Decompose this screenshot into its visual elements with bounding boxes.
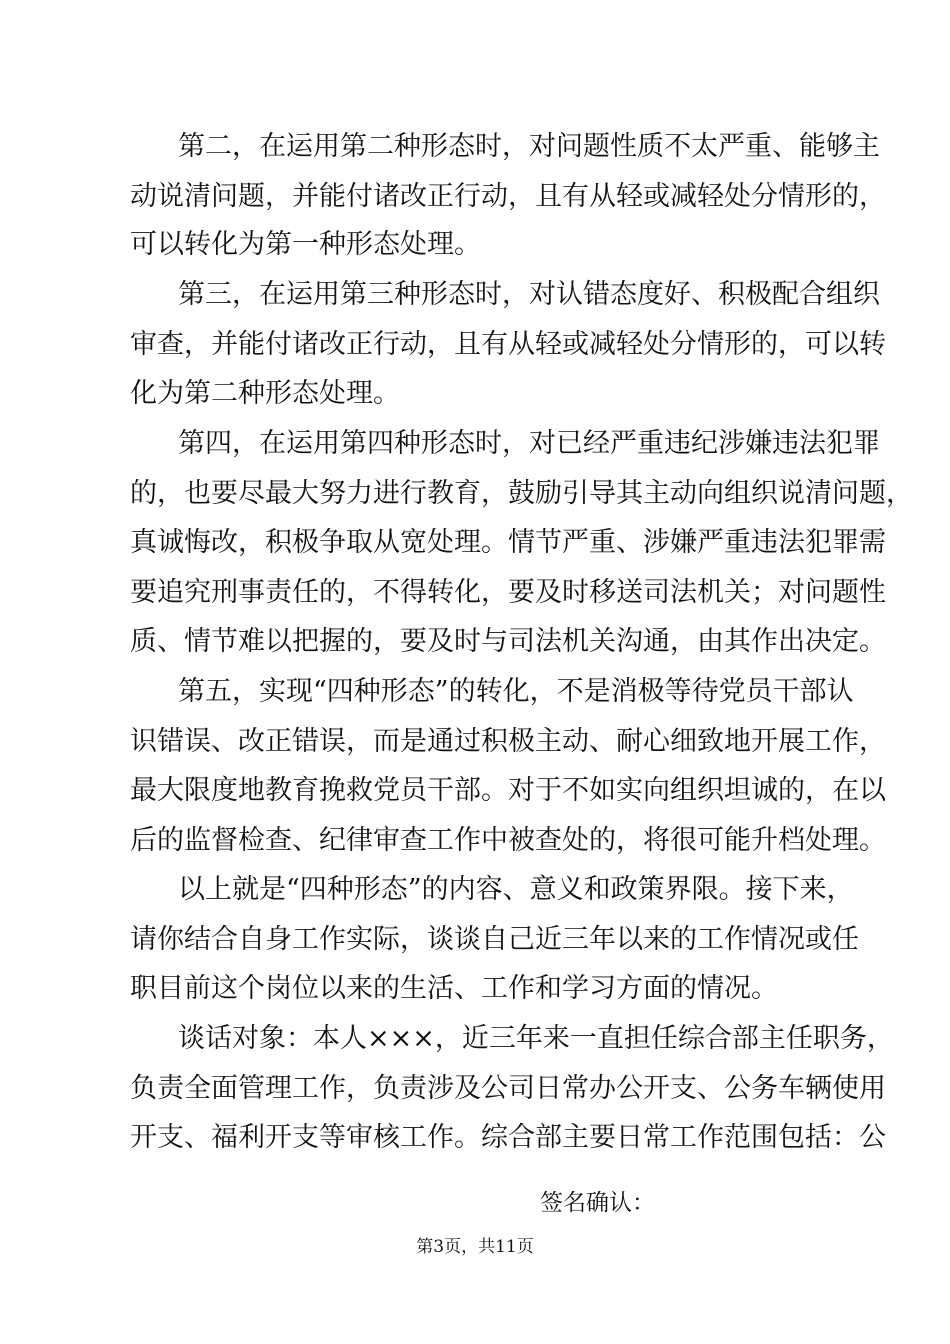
paragraph-line: 第五，实现“四种形态”的转化，不是消极等待党员干部认 [178, 676, 854, 707]
paragraph-line: 可以转化为第一种形态处理。 [130, 229, 481, 260]
paragraph-line: 谈话对象：本人×××，近三年来一直担任综合部主任职务， [178, 1023, 894, 1054]
paragraph-line: 质、情节难以把握的，要及时与司法机关沟通，由其作出决定。 [130, 626, 886, 657]
paragraph-line: 第三，在运用第三种形态时，对认错态度好、积极配合组织 [178, 279, 880, 310]
paragraph-line: 以上就是“四种形态”的内容、意义和政策界限。接下来， [178, 874, 854, 905]
paragraph-line: 的，也要尽最大努力进行教育，鼓励引导其主动向组织说清问题， [130, 478, 913, 509]
paragraph-line: 最大限度地教育挽救党员干部。对于不如实向组织坦诚的，在以 [130, 775, 886, 806]
paragraph-line: 审查，并能付诸改正行动，且有从轻或减轻处分情形的，可以转 [130, 329, 886, 360]
paragraph-line: 请你结合自身工作实际，谈谈自己近三年以来的工作情况或任 [130, 924, 859, 955]
paragraph-line: 负责全面管理工作，负责涉及公司日常办公开支、公务车辆使用 [130, 1073, 886, 1104]
paragraph-line: 要追究刑事责任的，不得转化，要及时移送司法机关；对问题性 [130, 577, 886, 608]
paragraph-line: 动说清问题，并能付诸改正行动，且有从轻或减轻处分情形的， [130, 181, 886, 212]
paragraph-line: 第四，在运用第四种形态时，对已经严重违纪涉嫌违法犯罪 [178, 428, 880, 459]
paragraph-line: 化为第二种形态处理。 [130, 378, 400, 409]
paragraph-line: 职目前这个岗位以来的生活、工作和学习方面的情况。 [130, 973, 778, 1004]
paragraph-line: 第二，在运用第二种形态时，对问题性质不太严重、能够主 [178, 131, 880, 162]
paragraph-line: 真诚悔改，积极争取从宽处理。情节严重、涉嫌严重违法犯罪需 [130, 527, 886, 558]
page-number-footer: 第3页，共11页 [416, 1237, 534, 1257]
signature-confirmation-label: 签名确认： [540, 1190, 655, 1216]
paragraph-line: 开支、福利开支等审核工作。综合部主要日常工作范围包括：公 [130, 1122, 886, 1153]
paragraph-line: 后的监督检查、纪律审查工作中被查处的，将很可能升档处理。 [130, 825, 886, 856]
paragraph-line: 识错误、改正错误，而是通过积极主动、耐心细致地开展工作， [130, 726, 886, 757]
